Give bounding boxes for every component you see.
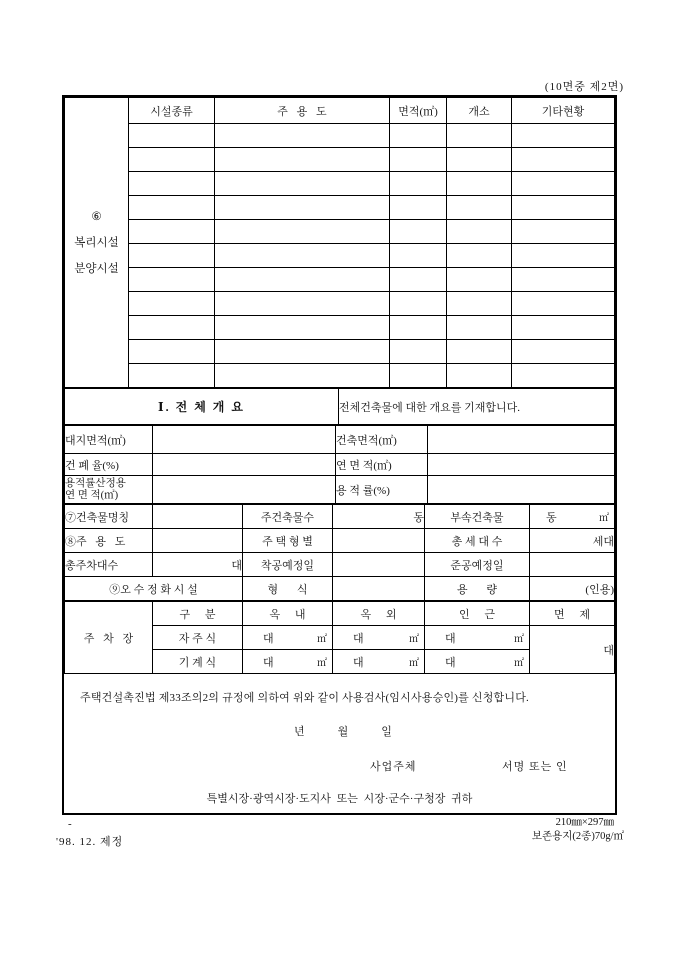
parking-col-header-outdoor: 옥 외 (333, 602, 425, 626)
paper-size-note: 210㎜×297㎜ (555, 817, 614, 828)
facility-empty-cell (129, 340, 215, 364)
unit-area-label: ㎡ (409, 658, 419, 669)
total-parking-label: 총주차대수 (65, 553, 153, 577)
declaration-date-line (294, 723, 392, 739)
floor-area-ratio-label: 용 적 률(%) (336, 476, 428, 504)
parking-mechanical-label: 기 계 식 (153, 650, 243, 674)
total-parking-unit: 대 (153, 553, 243, 577)
site-area-value-cell (153, 426, 336, 454)
facility-empty-cell (512, 292, 615, 316)
facility-empty-cell (129, 148, 215, 172)
facility-empty-cell (447, 124, 512, 148)
facility-empty-cell (390, 268, 447, 292)
footer-dash: - (68, 818, 72, 830)
facility-empty-cell (215, 316, 390, 340)
facility-empty-row (65, 364, 615, 388)
coverage-ratio-value-cell (153, 454, 336, 476)
parking-self-label: 자 주 식 (153, 626, 243, 650)
facility-row-label (65, 98, 129, 388)
parking-self-nearby-cell (425, 626, 530, 650)
unit-area-label: ㎡ (317, 634, 327, 645)
facility-empty-cell (215, 124, 390, 148)
date-year-label: 년 (294, 726, 305, 738)
main-use-label: ⑧주 용 도 (65, 529, 153, 553)
facility-empty-row (65, 220, 615, 244)
facility-empty-cell (512, 340, 615, 364)
construction-start-label: 착공예정일 (243, 553, 333, 577)
facility-empty-cell (447, 292, 512, 316)
area-row-coverage (65, 454, 615, 476)
facility-empty-cell (390, 244, 447, 268)
facility-empty-cell (447, 268, 512, 292)
facility-empty-cell (129, 124, 215, 148)
recipient-line: 특별시장·광역시장·도지사 또는 시장·군수·구청장 귀하 (206, 793, 473, 805)
declaration-section (64, 674, 615, 818)
parking-self-outdoor-cell (333, 626, 425, 650)
parking-col-header-exempt: 면 제 (530, 602, 615, 626)
completion-date-label: 준공예정일 (425, 553, 530, 577)
signature-label: 서명 또는 인 (502, 761, 568, 773)
facility-empty-cell (390, 220, 447, 244)
facility-empty-row (65, 268, 615, 292)
facility-empty-cell (390, 148, 447, 172)
parking-mechanical-outdoor-cell (333, 650, 425, 674)
area-row-site (65, 426, 615, 454)
unit-count-label: 대 (445, 656, 456, 669)
overview-row (65, 389, 615, 425)
facility-empty-cell (512, 220, 615, 244)
parking-table (64, 601, 615, 674)
annex-building-unit-count: 동 (546, 511, 557, 524)
facility-empty-cell (447, 220, 512, 244)
site-area-label: 대지면적(㎡) (65, 426, 153, 454)
facility-empty-cell (390, 316, 447, 340)
facility-empty-cell (129, 364, 215, 388)
total-households-label: 총 세 대 수 (425, 529, 530, 553)
total-households-unit: 세대 (530, 529, 615, 553)
far-floor-area-label-line1: 용적률산정용 (65, 477, 126, 489)
facility-header-row (65, 98, 615, 124)
sewage-capacity-label: 용 량 (425, 577, 530, 601)
facility-empty-cell (447, 364, 512, 388)
sewage-type-value-cell (333, 577, 425, 601)
building-row-use (65, 529, 615, 553)
form-box (62, 95, 617, 815)
unit-count-label: 대 (263, 632, 274, 645)
facility-empty-cell (512, 316, 615, 340)
parking-self-indoor-cell (243, 626, 333, 650)
overview-table (64, 388, 615, 425)
facility-table (64, 97, 615, 388)
unit-count-label: 대 (263, 656, 274, 669)
sewage-type-label: 형 식 (243, 577, 333, 601)
facility-empty-cell (512, 244, 615, 268)
paper-spec-note (532, 816, 624, 844)
facility-empty-row (65, 316, 615, 340)
building-row-sewage (65, 577, 615, 601)
building-row-name (65, 505, 615, 529)
facility-col-header-etc: 기타현황 (512, 98, 615, 124)
date-month-label: 월 (337, 726, 349, 738)
construction-start-value-cell (333, 553, 425, 577)
facility-empty-cell (390, 172, 447, 196)
unit-area-label: ㎡ (514, 658, 524, 669)
facility-empty-row (65, 124, 615, 148)
facility-row-label-number: ⑥ (91, 210, 102, 223)
facility-empty-cell (129, 220, 215, 244)
facility-empty-cell (447, 316, 512, 340)
facility-empty-cell (447, 148, 512, 172)
facility-empty-row (65, 244, 615, 268)
applicant-label: 사업주체 (370, 761, 417, 773)
total-floor-area-value-cell (428, 454, 615, 476)
facility-empty-cell (512, 148, 615, 172)
annex-building-unit-area: ㎡ (599, 513, 609, 524)
unit-count-label: 대 (353, 632, 364, 645)
parking-mechanical-nearby-cell (425, 650, 530, 674)
facility-empty-cell (215, 172, 390, 196)
parking-exempt-unit: 대 (603, 644, 614, 657)
facility-row-label-line2: 분양시설 (74, 262, 119, 275)
annex-building-label: 부속건축물 (425, 505, 530, 529)
facility-col-header-area: 면적(㎡) (390, 98, 447, 124)
unit-count-label: 대 (353, 656, 364, 669)
annex-building-unit-cell (530, 505, 615, 529)
facility-empty-cell (129, 316, 215, 340)
building-area-value-cell (428, 426, 615, 454)
building-name-value-cell (153, 505, 243, 529)
facility-empty-cell (215, 340, 390, 364)
facility-empty-cell (129, 292, 215, 316)
facility-empty-cell (390, 364, 447, 388)
parking-row-label: 주 차 장 (65, 602, 153, 674)
building-table (64, 504, 615, 601)
facility-empty-cell (215, 196, 390, 220)
unit-area-label: ㎡ (317, 658, 327, 669)
total-floor-area-label: 연 면 적(㎡) (336, 454, 428, 476)
sewage-capacity-unit: (인용) (530, 577, 615, 601)
facility-col-header-main-use: 주 용 도 (215, 98, 390, 124)
overview-note: 전체건축물에 대한 개요를 기재합니다. (339, 389, 615, 425)
parking-col-header-indoor: 옥 내 (243, 602, 333, 626)
parking-col-header-nearby: 인 근 (425, 602, 530, 626)
date-day-label: 일 (381, 726, 392, 738)
facility-empty-cell (390, 124, 447, 148)
coverage-ratio-label: 건 폐 율(%) (65, 454, 153, 476)
facility-empty-row (65, 292, 615, 316)
sewage-facility-label: ⑨오 수 정 화 시 설 (65, 577, 243, 601)
far-floor-area-label (65, 476, 153, 504)
facility-empty-cell (129, 268, 215, 292)
facility-empty-cell (447, 196, 512, 220)
housing-type-value-cell (333, 529, 425, 553)
facility-empty-cell (129, 244, 215, 268)
facility-empty-cell (215, 148, 390, 172)
facility-empty-cell (447, 172, 512, 196)
facility-empty-cell (512, 172, 615, 196)
main-use-value-cell (153, 529, 243, 553)
area-row-far (65, 476, 615, 504)
facility-col-header-count: 개소 (447, 98, 512, 124)
parking-exempt-cell (530, 626, 615, 674)
facility-empty-cell (215, 268, 390, 292)
parking-col-header-category: 구 분 (153, 602, 243, 626)
facility-empty-cell (447, 244, 512, 268)
completion-date-value-cell (530, 553, 615, 577)
declaration-sentence: 주택건설촉진법 제33조의2의 규정에 의하여 위와 같이 사용검사(임시사용승인)를 신청합니다. (80, 692, 529, 704)
facility-empty-cell (447, 340, 512, 364)
facility-empty-cell (512, 364, 615, 388)
facility-empty-cell (215, 364, 390, 388)
facility-empty-cell (390, 196, 447, 220)
facility-empty-row (65, 172, 615, 196)
far-floor-area-label-line2: 연 면 적(㎡) (65, 489, 119, 501)
facility-empty-cell (215, 292, 390, 316)
facility-empty-cell (129, 172, 215, 196)
facility-empty-cell (215, 244, 390, 268)
facility-col-header-type: 시설종류 (129, 98, 215, 124)
building-row-parking-count (65, 553, 615, 577)
revision-note: '98. 12. 제정 (56, 836, 124, 848)
unit-area-label: ㎡ (514, 634, 524, 645)
facility-empty-row (65, 340, 615, 364)
housing-type-label: 주 택 형 별 (243, 529, 333, 553)
floor-area-ratio-value-cell (428, 476, 615, 504)
facility-empty-cell (512, 124, 615, 148)
building-area-label: 건축면적(㎡) (336, 426, 428, 454)
facility-empty-cell (390, 292, 447, 316)
facility-empty-cell (512, 268, 615, 292)
area-table (64, 425, 615, 504)
paper-weight-note: 보존용지(2종)70g/㎡ (531, 831, 624, 842)
unit-area-label: ㎡ (409, 634, 419, 645)
facility-empty-cell (512, 196, 615, 220)
parking-mechanical-indoor-cell (243, 650, 333, 674)
facility-empty-cell (215, 220, 390, 244)
facility-empty-cell (129, 196, 215, 220)
far-floor-area-value-cell (153, 476, 336, 504)
facility-empty-row (65, 148, 615, 172)
building-name-label: ⑦건축물명칭 (65, 505, 153, 529)
unit-count-label: 대 (445, 632, 456, 645)
main-building-count-unit: 동 (333, 505, 425, 529)
facility-body (65, 98, 615, 388)
facility-empty-row (65, 196, 615, 220)
page-marker: (10면중 제2면) (544, 81, 624, 93)
facility-empty-cell (390, 340, 447, 364)
overview-title: Ⅰ. 전 체 개 요 (65, 389, 339, 425)
facility-row-label-line1: 복리시설 (74, 236, 119, 249)
parking-header-row (65, 602, 615, 626)
main-building-count-label: 주건축물수 (243, 505, 333, 529)
